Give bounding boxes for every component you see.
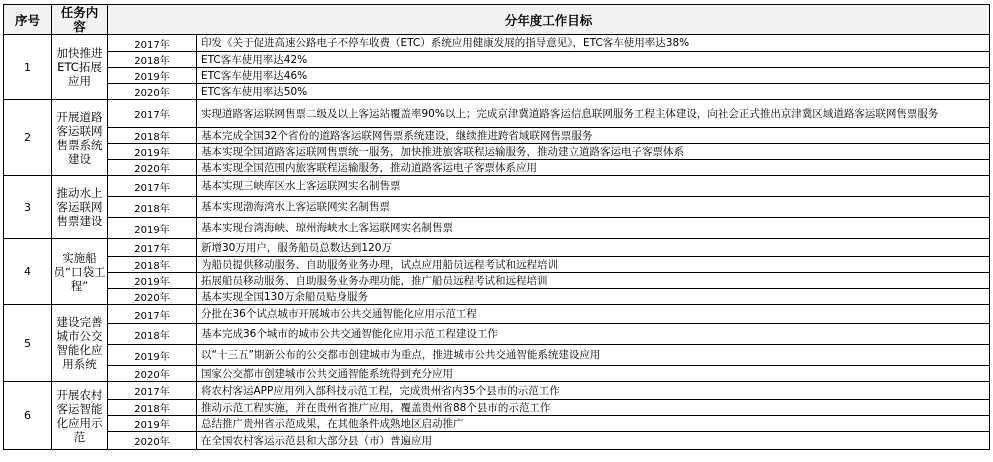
table-row bbox=[4, 416, 990, 432]
table-row bbox=[4, 257, 990, 273]
header-task-line1: 任务内 bbox=[60, 4, 99, 20]
task-cell: 建设完善城市公交智能化应用系统 bbox=[52, 305, 108, 382]
year-cell: 2020年 bbox=[108, 84, 197, 100]
table-row bbox=[4, 432, 990, 450]
year-cell: 2018年 bbox=[108, 197, 197, 218]
goal-cell: 基本实现台湾海峡、琼州海峡水上客运联网实名制售票 bbox=[197, 218, 990, 239]
table-row bbox=[4, 35, 990, 52]
goal-cell: 基本实现全国范围内旅客联程运输服务，推动道路客运电子客票体系应用 bbox=[197, 160, 990, 176]
table-row bbox=[4, 382, 990, 400]
goal-cell: 以“十三五”期新公布的公交都市创建城市为重点，推进城市公共交通智能系统建设应用 bbox=[197, 345, 990, 366]
table-row bbox=[4, 176, 990, 197]
year-cell: 2017年 bbox=[108, 239, 197, 257]
year-cell: 2019年 bbox=[108, 345, 197, 366]
goal-cell: 基本完成全国32个省份的道路客运联网售票系统建设，继续推进跨省域联网售票服务 bbox=[197, 128, 990, 144]
table-row bbox=[4, 144, 990, 160]
year-cell: 2020年 bbox=[108, 160, 197, 176]
goal-cell: 分批在36个试点城市开展城市公共交通智能化应用示范工程 bbox=[197, 305, 990, 324]
header-task bbox=[52, 5, 108, 35]
goal-cell: 基本完成36个城市的城市公共交通智能化应用示范工程建设工作 bbox=[197, 324, 990, 345]
goal-cell: ETC客车使用率达42% bbox=[197, 52, 990, 68]
year-cell: 2019年 bbox=[108, 273, 197, 289]
goal-cell: 新增30万用户，服务船员总数达到120万 bbox=[197, 239, 990, 257]
table-row bbox=[4, 239, 990, 257]
goal-cell: 为船员提供移动服务、自助服务业务办理，试点应用船员远程考试和远程培训 bbox=[197, 257, 990, 273]
year-cell: 2020年 bbox=[108, 289, 197, 305]
work-goals-table bbox=[3, 4, 990, 450]
table-row bbox=[4, 345, 990, 366]
task-cell: 开展道路客运联网售票系统建设 bbox=[52, 100, 108, 176]
table-row bbox=[4, 100, 990, 128]
table-row bbox=[4, 52, 990, 68]
task-cell: 实施船员“口袋工程” bbox=[52, 239, 108, 305]
goal-cell: 实现道路客运联网售票二级及以上客运站覆盖率90%以上；完成京津冀道路客运信息联网服务工程主体建设，向社会正式推出京津冀区域道路客运联网售票服务 bbox=[197, 100, 990, 128]
year-cell: 2020年 bbox=[108, 432, 197, 450]
year-cell: 2018年 bbox=[108, 324, 197, 345]
table-row bbox=[4, 324, 990, 345]
year-cell: 2019年 bbox=[108, 144, 197, 160]
table-row bbox=[4, 84, 990, 100]
goal-cell: 将农村客运APP应用列入部科技示范工程，完成贵州省内35个县市的示范工作 bbox=[197, 382, 990, 400]
year-cell: 2019年 bbox=[108, 416, 197, 432]
goal-cell: 总结推广贵州省示范成果，在其他条件成熟地区启动推广 bbox=[197, 416, 990, 432]
table-row bbox=[4, 366, 990, 382]
goal-cell: 基本实现全国道路客运联网售票统一服务，加快推进旅客联程运输服务，推动建立道路客运电子客票体系 bbox=[197, 144, 990, 160]
table-row bbox=[4, 273, 990, 289]
header-seq: 序号 bbox=[4, 5, 52, 35]
goal-cell: 印发《关于促进高速公路电子不停车收费（ETC）系统应用健康发展的指导意见》，ETC客车使用率达38% bbox=[197, 35, 990, 52]
goal-cell: ETC客车使用率达46% bbox=[197, 68, 990, 84]
seq-cell: 2 bbox=[4, 100, 52, 176]
header-row bbox=[4, 5, 990, 35]
goal-cell: 推动示范工程实施，并在贵州省推广应用，覆盖贵州省88个县市的示范工作 bbox=[197, 400, 990, 416]
seq-cell: 6 bbox=[4, 382, 52, 450]
header-task-line2: 容 bbox=[73, 18, 86, 34]
seq-cell: 4 bbox=[4, 239, 52, 305]
seq-cell: 1 bbox=[4, 35, 52, 100]
table-row bbox=[4, 128, 990, 144]
seq-cell: 5 bbox=[4, 305, 52, 382]
year-cell: 2018年 bbox=[108, 128, 197, 144]
table-row bbox=[4, 160, 990, 176]
goal-cell: ETC客车使用率达50% bbox=[197, 84, 990, 100]
year-cell: 2019年 bbox=[108, 68, 197, 84]
task-cell: 开展农村客运智能化应用示范 bbox=[52, 382, 108, 450]
goal-cell: 基本实现三峡库区水上客运联网实名制售票 bbox=[197, 176, 990, 197]
task-cell: 加快推进ETC拓展应用 bbox=[52, 35, 108, 100]
year-cell: 2017年 bbox=[108, 382, 197, 400]
table-row bbox=[4, 218, 990, 239]
goal-cell: 在全国农村客运示范县和大部分县（市）普遍应用 bbox=[197, 432, 990, 450]
year-cell: 2018年 bbox=[108, 257, 197, 273]
table-row bbox=[4, 289, 990, 305]
goal-cell: 国家公交都市创建城市公共交通智能系统得到充分应用 bbox=[197, 366, 990, 382]
year-cell: 2019年 bbox=[108, 218, 197, 239]
year-cell: 2017年 bbox=[108, 176, 197, 197]
table-body bbox=[4, 35, 990, 450]
table-row bbox=[4, 305, 990, 324]
year-cell: 2020年 bbox=[108, 366, 197, 382]
table-row bbox=[4, 197, 990, 218]
goal-cell: 基本实现全国130万余船员贴身服务 bbox=[197, 289, 990, 305]
year-cell: 2018年 bbox=[108, 400, 197, 416]
goal-cell: 基本实现渤海湾水上客运联网实名制售票 bbox=[197, 197, 990, 218]
task-cell: 推动水上客运联网售票建设 bbox=[52, 176, 108, 239]
goal-cell: 拓展船员移动服务、自助服务业务办理功能，推广船员远程考试和远程培训 bbox=[197, 273, 990, 289]
table-row bbox=[4, 68, 990, 84]
seq-cell: 3 bbox=[4, 176, 52, 239]
year-cell: 2018年 bbox=[108, 52, 197, 68]
header-goals: 分年度工作目标 bbox=[108, 5, 990, 35]
table-row bbox=[4, 400, 990, 416]
year-cell: 2017年 bbox=[108, 100, 197, 128]
year-cell: 2017年 bbox=[108, 305, 197, 324]
year-cell: 2017年 bbox=[108, 35, 197, 52]
